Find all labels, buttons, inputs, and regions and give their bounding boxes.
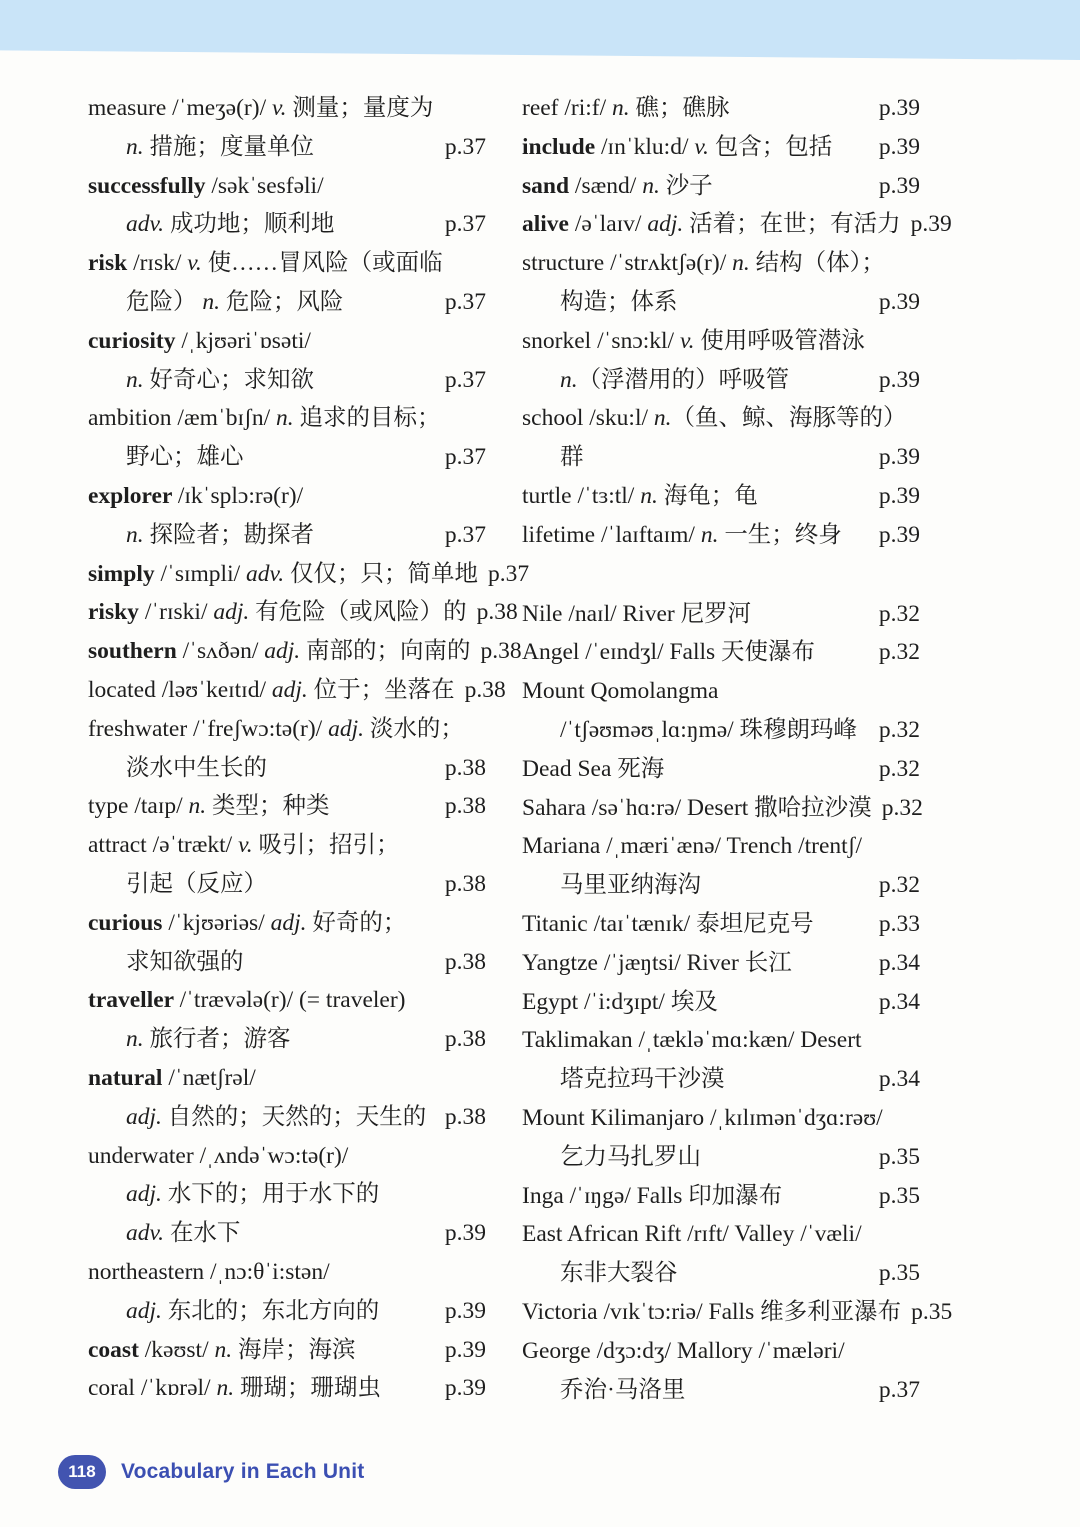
vocab-line	[88, 593, 518, 632]
vocab-line-text: 构造；体系	[560, 288, 678, 315]
vocab-line-text: coral /ˈkɒrəl/ n. 珊瑚；珊瑚虫	[88, 1375, 381, 1402]
page-ref: p.38	[444, 793, 486, 820]
vocab-line	[522, 750, 920, 789]
vocab-line	[522, 1099, 920, 1138]
vocab-line-text: 野心；雄心	[126, 444, 244, 471]
vocab-line-text: George /dʒɔ:dʒ/ Mallory /ˈmæləri/	[522, 1337, 845, 1364]
vocab-line	[88, 1098, 486, 1137]
page-ref: p.39	[910, 211, 952, 238]
page-ref: p.38	[444, 1026, 486, 1053]
vocab-line	[88, 826, 486, 865]
vocab-line-text: Mariana /ˌmæriˈænə/ Trench /trentʃ/	[522, 833, 863, 860]
vocab-line-text: /ˈtʃəʊməʊˌlɑ:ŋmə/ 珠穆朗玛峰	[560, 716, 858, 743]
page-ref: p.37	[444, 521, 486, 548]
page-ref: p.38	[444, 948, 486, 975]
vocab-line	[522, 789, 923, 828]
vocab-line-text: structure /ˈstrʌktʃə(r)/ n. 结构（体）；	[522, 250, 885, 277]
vocab-line	[88, 477, 486, 516]
vocab-line	[88, 981, 486, 1020]
vocab-line	[88, 1175, 486, 1214]
page-footer	[58, 1455, 364, 1489]
vocab-line	[88, 1020, 486, 1059]
vocab-line-text: Yangtze /ˈjæŋtsi/ River 长江	[522, 949, 792, 976]
page-ref: p.39	[878, 482, 920, 509]
vocab-line-text: 马里亚纳海沟	[560, 872, 701, 899]
vocab-line	[88, 128, 486, 167]
page-ref: p.38	[476, 599, 518, 626]
vocab-line	[88, 632, 522, 671]
vocab-line-text: coast /kəʊst/ n. 海岸；海滨	[88, 1336, 356, 1363]
vocab-line	[522, 944, 920, 983]
vocab-line	[522, 205, 952, 244]
vocab-line	[522, 89, 920, 128]
vocab-line	[88, 671, 506, 710]
vocab-line	[522, 1254, 920, 1293]
vocab-line	[88, 1059, 486, 1098]
page-ref: p.39	[878, 444, 920, 471]
page-ref: p.32	[881, 794, 923, 821]
vocab-line-text: adj. 水下的；用于水下的	[126, 1181, 380, 1208]
vocab-line	[522, 672, 920, 711]
page-ref: p.32	[878, 600, 920, 627]
vocab-line	[522, 633, 920, 672]
page-ref: p.39	[878, 288, 920, 315]
page-number-badge: 118	[58, 1455, 106, 1489]
vocab-line	[88, 865, 486, 904]
vocab-line-text: natural /ˈnætʃrəl/	[88, 1064, 256, 1091]
vocab-line-text: simply /ˈsɪmpli/ adv. 仅仅；只；简单地	[88, 560, 478, 587]
vocab-line-text: adj. 自然的；天然的；天生的	[126, 1103, 427, 1130]
vocab-line-text: sand /sænd/ n. 沙子	[522, 172, 713, 199]
page-ref: p.33	[878, 910, 920, 937]
vocab-line-text: n. 措施；度量单位	[126, 133, 314, 160]
vocab-line-text: freshwater /ˈfreʃwɔ:tə(r)/ adj. 淡水的；	[88, 715, 464, 742]
vocab-column-left	[88, 89, 530, 1408]
vocab-line-text: Mount Kilimanjaro /ˌkɪlɪmənˈdʒɑ:rəʊ/	[522, 1104, 883, 1131]
vocab-line-text: n. 探险者；勘探者	[126, 521, 314, 548]
vocab-line	[522, 128, 920, 167]
vocab-line	[88, 787, 486, 826]
page-ref: p.39	[878, 172, 920, 199]
vocab-line	[88, 1292, 486, 1331]
vocab-line-text: Mount Qomolangma	[522, 678, 719, 705]
vocab-line-text: Angel /ˈeɪndʒl/ Falls 天使瀑布	[522, 639, 816, 666]
vocab-line-text: 乔治·马洛里	[560, 1376, 686, 1403]
vocab-line-text: adj. 东北的；东北方向的	[126, 1297, 380, 1324]
vocab-line-text: explorer /ɪkˈsplɔ:rə(r)/	[88, 482, 304, 509]
vocab-line	[522, 1060, 920, 1099]
page-ref: p.34	[878, 949, 920, 976]
page-ref: p.34	[878, 988, 920, 1015]
vocab-line-text: include /ɪnˈklu:d/ v. 包含；包括	[522, 133, 833, 160]
vocab-line	[88, 1369, 486, 1408]
vocab-line	[522, 399, 920, 438]
header-band	[0, 0, 1080, 60]
vocab-line	[88, 399, 486, 438]
vocab-line	[522, 516, 920, 555]
vocab-line-text: traveller /ˈtrævələ(r)/ (= traveler)	[88, 987, 406, 1014]
page-ref: p.38	[444, 754, 486, 781]
page-ref: p.37	[444, 444, 486, 471]
vocab-line-text: turtle /ˈtɜ:tl/ n. 海龟；龟	[522, 482, 758, 509]
vocab-line-text: adv. 成功地；顺利地	[126, 211, 335, 238]
vocab-line	[88, 1214, 486, 1253]
vocab-line-text: alive /əˈlaɪv/ adj. 活着；在世；有活力	[522, 211, 901, 238]
page-ref: p.39	[444, 1297, 486, 1324]
vocab-line	[522, 1332, 920, 1371]
vocab-line	[522, 283, 920, 322]
page-ref: p.39	[878, 521, 920, 548]
vocab-line	[88, 555, 530, 594]
vocab-line-text: reef /ri:f/ n. 礁；礁脉	[522, 95, 730, 121]
vocab-line	[522, 438, 920, 477]
page-ref: p.32	[878, 755, 920, 782]
vocab-line-text: successfully /səkˈsesfəli/	[88, 172, 324, 199]
vocab-line-text: Taklimakan /ˌtækləˈmɑ:kæn/ Desert	[522, 1027, 862, 1054]
vocab-line-text: southern /ˈsʌðən/ adj. 南部的；向南的	[88, 638, 471, 665]
vocab-line-text: Nile /naɪl/ River 尼罗河	[522, 600, 752, 627]
vocab-line-text: northeastern /ˌnɔ:θˈi:stən/	[88, 1258, 330, 1285]
page-ref: p.37	[444, 366, 486, 393]
vocab-line	[522, 167, 920, 206]
vocab-line	[88, 89, 486, 128]
vocab-line-text: ambition /æmˈbɪʃn/ n. 追求的目标；	[88, 405, 441, 432]
page-ref: p.35	[911, 1298, 953, 1325]
page-ref: p.39	[444, 1220, 486, 1247]
vocab-line-text: risky /ˈrɪski/ adj. 有危险（或风险）的	[88, 599, 467, 626]
page-ref: p.37	[444, 211, 486, 238]
vocab-line	[88, 710, 486, 749]
vocab-line	[88, 943, 486, 982]
vocab-line-text: 求知欲强的	[126, 948, 244, 975]
vocab-line	[522, 1177, 920, 1216]
vocab-line-text: curiosity /ˌkjʊəriˈɒsəti/	[88, 327, 311, 354]
vocab-line	[88, 283, 486, 322]
vocab-line	[522, 244, 920, 283]
page-ref: p.37	[444, 288, 486, 315]
vocab-line	[522, 905, 920, 944]
vocab-line	[522, 711, 920, 750]
footer-section-title: Vocabulary in Each Unit	[121, 1460, 365, 1483]
page-ref: p.39	[878, 133, 920, 160]
page-ref: p.32	[878, 872, 920, 899]
page-ref: p.37	[487, 560, 530, 587]
vocab-line	[522, 322, 920, 361]
vocab-line	[88, 1137, 486, 1176]
page-ref: p.39	[444, 1375, 486, 1402]
vocab-line	[522, 477, 920, 516]
vocab-line-text: 群	[560, 444, 584, 471]
vocab-line-text: n.（浮潜用的）呼吸管	[560, 366, 790, 393]
vocab-line-text: underwater /ˌʌndəˈwɔ:tə(r)/	[88, 1142, 349, 1169]
vocab-line-text: located /ləʊˈkeɪtɪd/ adj. 位于；坐落在	[88, 676, 455, 703]
vocab-line-text: Inga /ˈɪŋgə/ Falls 印加瀑布	[522, 1182, 783, 1209]
vocab-line-text: Titanic /taɪˈtænɪk/ 泰坦尼克号	[522, 910, 814, 937]
vocab-line-text: 塔克拉玛干沙漠	[560, 1066, 725, 1093]
vocab-line	[522, 1215, 920, 1254]
vocab-line	[522, 827, 920, 866]
vocab-line	[522, 595, 920, 634]
page-ref: p.38	[444, 1103, 486, 1130]
vocab-line	[88, 205, 486, 244]
vocab-line-text: 引起（反应）	[126, 870, 267, 897]
vocab-line	[88, 361, 486, 400]
vocab-line-text: 危险） n. 危险；风险	[126, 288, 344, 315]
vocab-line	[88, 438, 486, 477]
vocab-line-text: type /taɪp/ n. 类型；种类	[88, 793, 330, 820]
vocab-line	[88, 322, 486, 361]
vocab-line	[88, 749, 486, 788]
page-ref: p.37	[878, 1376, 920, 1403]
vocab-line	[88, 167, 486, 206]
vocab-line-text: 淡水中生长的	[126, 754, 267, 781]
vocab-line-text: adv. 在水下	[126, 1220, 241, 1247]
page-ref: p.35	[878, 1260, 920, 1287]
page-ref: p.34	[878, 1066, 920, 1093]
page-ref: p.39	[444, 1336, 486, 1363]
vocab-line-text: lifetime /ˈlaɪftaɪm/ n. 一生；终身	[522, 521, 842, 548]
vocab-line-text: Sahara /səˈhɑ:rə/ Desert 撒哈拉沙漠	[522, 794, 872, 821]
vocab-line-text: n. 旅行者；游客	[126, 1026, 291, 1053]
vocab-line	[88, 516, 486, 555]
page-ref: p.38	[480, 638, 522, 665]
vocab-line-text: East African Rift /rɪft/ Valley /ˈvæli/	[522, 1221, 862, 1248]
page-ref: p.35	[878, 1143, 920, 1170]
vocab-line	[88, 1331, 486, 1370]
page-ref: p.35	[878, 1182, 920, 1209]
vocab-line-text: snorkel /ˈsnɔ:kl/ v. 使用呼吸管潜泳	[522, 327, 865, 354]
vocab-line	[88, 1253, 486, 1292]
page-ref: p.32	[878, 639, 920, 666]
vocab-line-text: curious /ˈkjʊəriəs/ adj. 好奇的；	[88, 909, 407, 936]
page-ref: p.39	[878, 366, 920, 393]
vocab-line	[522, 1138, 920, 1177]
vocab-line	[522, 1021, 920, 1060]
vocab-line	[88, 904, 486, 943]
vocab-line-text: Egypt /ˈi:dʒɪpt/ 埃及	[522, 988, 718, 1015]
vocab-line-text: risk /rɪsk/ v. 使……冒风险（或面临	[88, 250, 443, 277]
vocab-line	[522, 866, 920, 905]
vocab-line-text: 乞力马扎罗山	[560, 1143, 701, 1170]
vocab-line-text: Victoria /vɪkˈtɔ:riə/ Falls 维多利亚瀑布	[522, 1298, 902, 1325]
page-ref: p.32	[878, 716, 920, 743]
vocab-line-text: 东非大裂谷	[560, 1260, 678, 1287]
vocab-line	[522, 983, 920, 1022]
vocab-line-text: Dead Sea 死海	[522, 755, 665, 782]
vocab-line	[522, 361, 920, 400]
vocab-line-text: school /sku:l/ n.（鱼、鲸、海豚等的）	[522, 405, 907, 432]
vocab-line	[522, 1293, 953, 1332]
page-ref: p.38	[444, 870, 486, 897]
page-ref: p.38	[464, 676, 506, 703]
vocab-line	[522, 1371, 920, 1410]
vocab-line-text: measure /ˈmeʒə(r)/ v. 测量；量度为	[88, 95, 434, 121]
vocab-line-text: attract /əˈtrækt/ v. 吸引；招引；	[88, 832, 400, 859]
vocab-line	[88, 244, 486, 283]
page-ref: p.39	[878, 95, 920, 121]
vocab-line-text: n. 好奇心；求知欲	[126, 366, 314, 393]
section-gap	[522, 555, 920, 595]
page-ref: p.37	[444, 133, 486, 160]
vocab-column-right	[522, 89, 953, 1409]
